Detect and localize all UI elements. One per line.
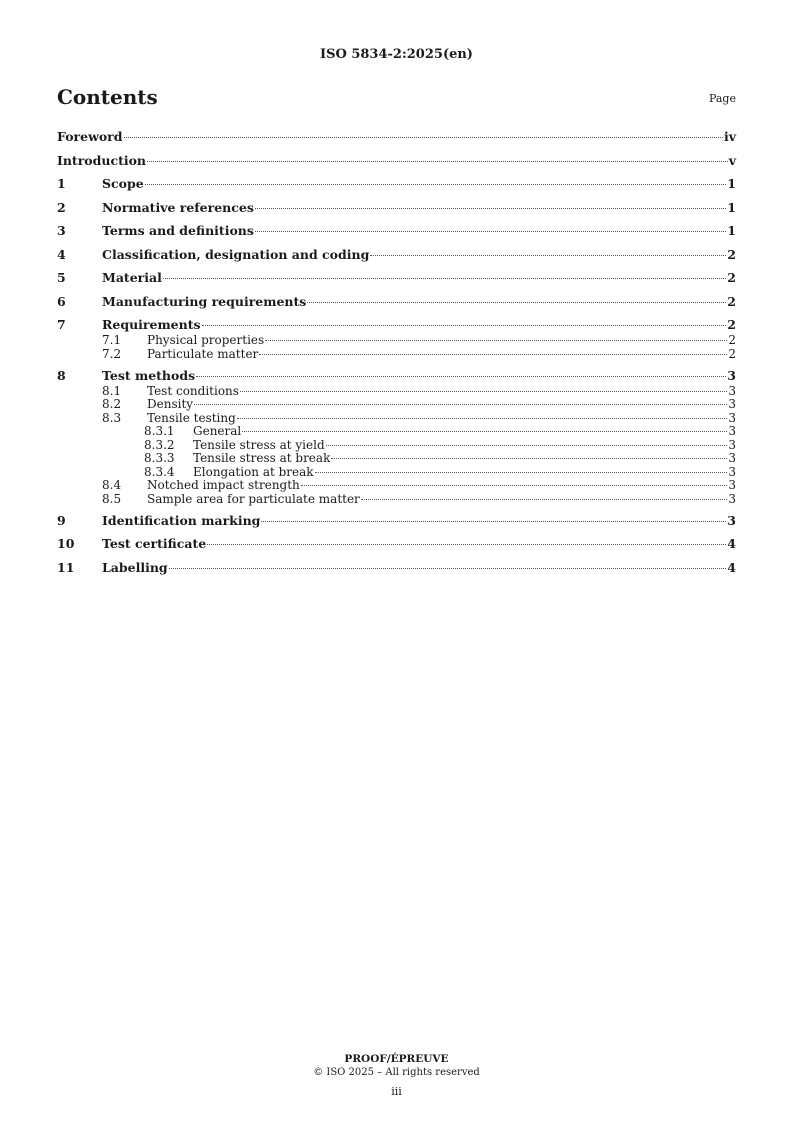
toc-entry[interactable] [57, 246, 736, 264]
toc-dot-leader [255, 231, 726, 232]
toc-dot-leader [196, 376, 726, 377]
toc-entry-page: 2 [727, 246, 736, 262]
toc-dot-leader [370, 255, 726, 256]
toc-entry-title: Identification marking [102, 512, 261, 528]
toc-entry-number: 8.3.4 [144, 464, 175, 479]
toc-entry-title: Tensile stress at break [193, 451, 331, 465]
toc-entry-number: 8.5 [102, 491, 122, 506]
toc-dot-leader [307, 302, 726, 303]
toc-entry[interactable] [57, 559, 736, 577]
toc-entry[interactable] [57, 479, 736, 493]
toc-entry-page: v [728, 152, 736, 168]
toc-entry[interactable] [57, 348, 736, 362]
toc-dot-leader [331, 458, 727, 459]
toc-entry-title: Requirements [102, 317, 201, 332]
toc-entry[interactable] [57, 175, 736, 193]
contents-title: Contents [57, 85, 158, 109]
toc-entry-title: Sample area for particulate matter [147, 491, 360, 506]
toc-entry-page: 3 [728, 437, 736, 452]
toc-dot-leader [326, 445, 728, 446]
toc-entry[interactable] [57, 334, 736, 348]
toc-entry-title: Terms and definitions [102, 223, 254, 238]
toc-entry-page: 1 [727, 199, 736, 215]
toc-entry-page: 3 [727, 367, 736, 383]
toc-entry[interactable] [57, 152, 736, 170]
toc-entry-page: 3 [728, 451, 736, 465]
toc-entry[interactable] [57, 412, 736, 426]
toc-entry-title: Normative references [102, 199, 254, 215]
toc-entry-number: 4 [57, 246, 66, 262]
toc-entry-page: 3 [728, 397, 736, 411]
toc-dot-leader [259, 354, 727, 355]
toc-entry-title: General [193, 424, 242, 438]
page-number: iii [391, 1085, 402, 1098]
toc-dot-leader [265, 340, 727, 341]
toc-entry-title: Scope [102, 176, 144, 191]
toc-entry-page: 3 [728, 491, 736, 506]
toc-entry-number: 8 [57, 367, 66, 383]
toc-dot-leader [147, 161, 728, 162]
toc-entry-number: 10 [57, 536, 75, 551]
toc-entry[interactable] [57, 222, 736, 240]
toc-dot-leader [202, 325, 727, 326]
toc-entry-number: 8.4 [102, 478, 122, 492]
toc-entry-page: 3 [728, 478, 736, 492]
toc-entry-page: 2 [727, 293, 736, 309]
toc-entry-number: 7 [57, 317, 66, 332]
toc-entry[interactable] [57, 398, 736, 412]
toc-dot-leader [242, 431, 727, 432]
toc-dot-leader [255, 208, 726, 209]
toc-entry-number: 3 [57, 223, 66, 238]
toc-entry[interactable] [57, 452, 736, 466]
toc-entry-page: 1 [727, 176, 736, 191]
toc-dot-leader [240, 391, 727, 392]
toc-entry-number: 8.1 [102, 383, 122, 398]
toc-entry[interactable] [57, 439, 736, 453]
toc-entry-page: 3 [727, 512, 736, 528]
copyright-notice: © ISO 2025 – All rights reserved [313, 1067, 480, 1078]
toc-dot-leader [163, 278, 726, 279]
toc-dot-leader [145, 184, 727, 185]
toc-entry-number: 8.3.1 [144, 424, 175, 438]
toc-entry-page: 3 [728, 464, 736, 479]
toc-entry-title: Particulate matter [147, 346, 259, 361]
toc-entry-number: 5 [57, 270, 66, 285]
toc-entry-title: Physical properties [147, 333, 265, 347]
toc-entry-page: 2 [727, 270, 736, 285]
toc-dot-leader [315, 472, 728, 473]
toc-entry-number: 8.2 [102, 397, 122, 411]
toc-entry-title: Foreword [57, 129, 123, 144]
toc-entry-number: 8.3.3 [144, 451, 175, 465]
toc-entry-number: 6 [57, 293, 66, 309]
toc-entry[interactable] [57, 316, 736, 334]
toc-entry-page: 1 [727, 223, 736, 238]
toc-entry[interactable] [57, 425, 736, 439]
toc-entry-title: Notched impact strength [147, 478, 300, 492]
toc-entry[interactable] [57, 293, 736, 311]
toc-dot-leader [301, 485, 728, 486]
toc-entry-number: 2 [57, 199, 66, 215]
toc-entry-title: Test methods [102, 367, 196, 383]
toc-entry[interactable] [57, 367, 736, 385]
toc-entry-number: 9 [57, 512, 66, 528]
toc-entry-page: 4 [727, 536, 736, 551]
toc-entry-title: Test certificate [102, 536, 207, 551]
toc-entry-title: Elongation at break [193, 464, 314, 479]
toc-entry-title: Manufacturing requirements [102, 293, 307, 309]
toc-entry-number: 11 [57, 559, 75, 575]
toc-entry-page: 2 [727, 317, 736, 332]
toc-entry-title: Density [147, 397, 194, 411]
toc-entry-number: 7.1 [102, 333, 122, 347]
document-id-header: ISO 5834-2:2025(en) [320, 47, 473, 62]
toc-entry-number: 1 [57, 176, 66, 191]
toc-entry-page: 3 [728, 424, 736, 438]
toc-entry[interactable] [57, 466, 736, 480]
toc-entry[interactable] [57, 269, 736, 287]
toc-dot-leader [207, 544, 726, 545]
toc-entry-page: 3 [728, 410, 736, 425]
toc-entry[interactable] [57, 493, 736, 507]
toc-entry-title: Classification, designation and coding [102, 246, 370, 262]
toc-entry-page: 2 [728, 346, 736, 361]
toc-entry[interactable] [57, 128, 736, 146]
toc-entry-number: 8.3 [102, 410, 122, 425]
toc-dot-leader [261, 521, 726, 522]
toc-entry-title: Labelling [102, 559, 168, 575]
toc-entry-page: 3 [728, 383, 736, 398]
toc-entry-page: iv [723, 129, 736, 144]
toc-entry-page: 4 [727, 559, 736, 575]
toc-entry-title: Tensile testing [147, 410, 236, 425]
toc-entry-number: 8.3.2 [144, 437, 175, 452]
toc-entry[interactable] [57, 385, 736, 399]
toc-entry[interactable] [57, 535, 736, 553]
toc-entry[interactable] [57, 512, 736, 530]
toc-entry-number: 7.2 [102, 346, 122, 361]
toc-entry-title: Tensile stress at yield [193, 437, 325, 452]
toc-dot-leader [124, 137, 723, 138]
toc-dot-leader [169, 568, 727, 569]
page-column-label: Page [708, 92, 736, 105]
toc-entry-title: Material [102, 270, 162, 285]
toc-dot-leader [237, 418, 728, 419]
toc-dot-leader [194, 404, 727, 405]
toc-entry-title: Test conditions [147, 383, 239, 398]
toc-entry-page: 2 [728, 333, 736, 347]
toc-entry[interactable] [57, 199, 736, 217]
toc-dot-leader [361, 499, 728, 500]
toc-entry-title: Introduction [57, 152, 147, 168]
proof-label: PROOF/ÉPREUVE [344, 1053, 449, 1065]
table-of-contents [57, 128, 736, 577]
